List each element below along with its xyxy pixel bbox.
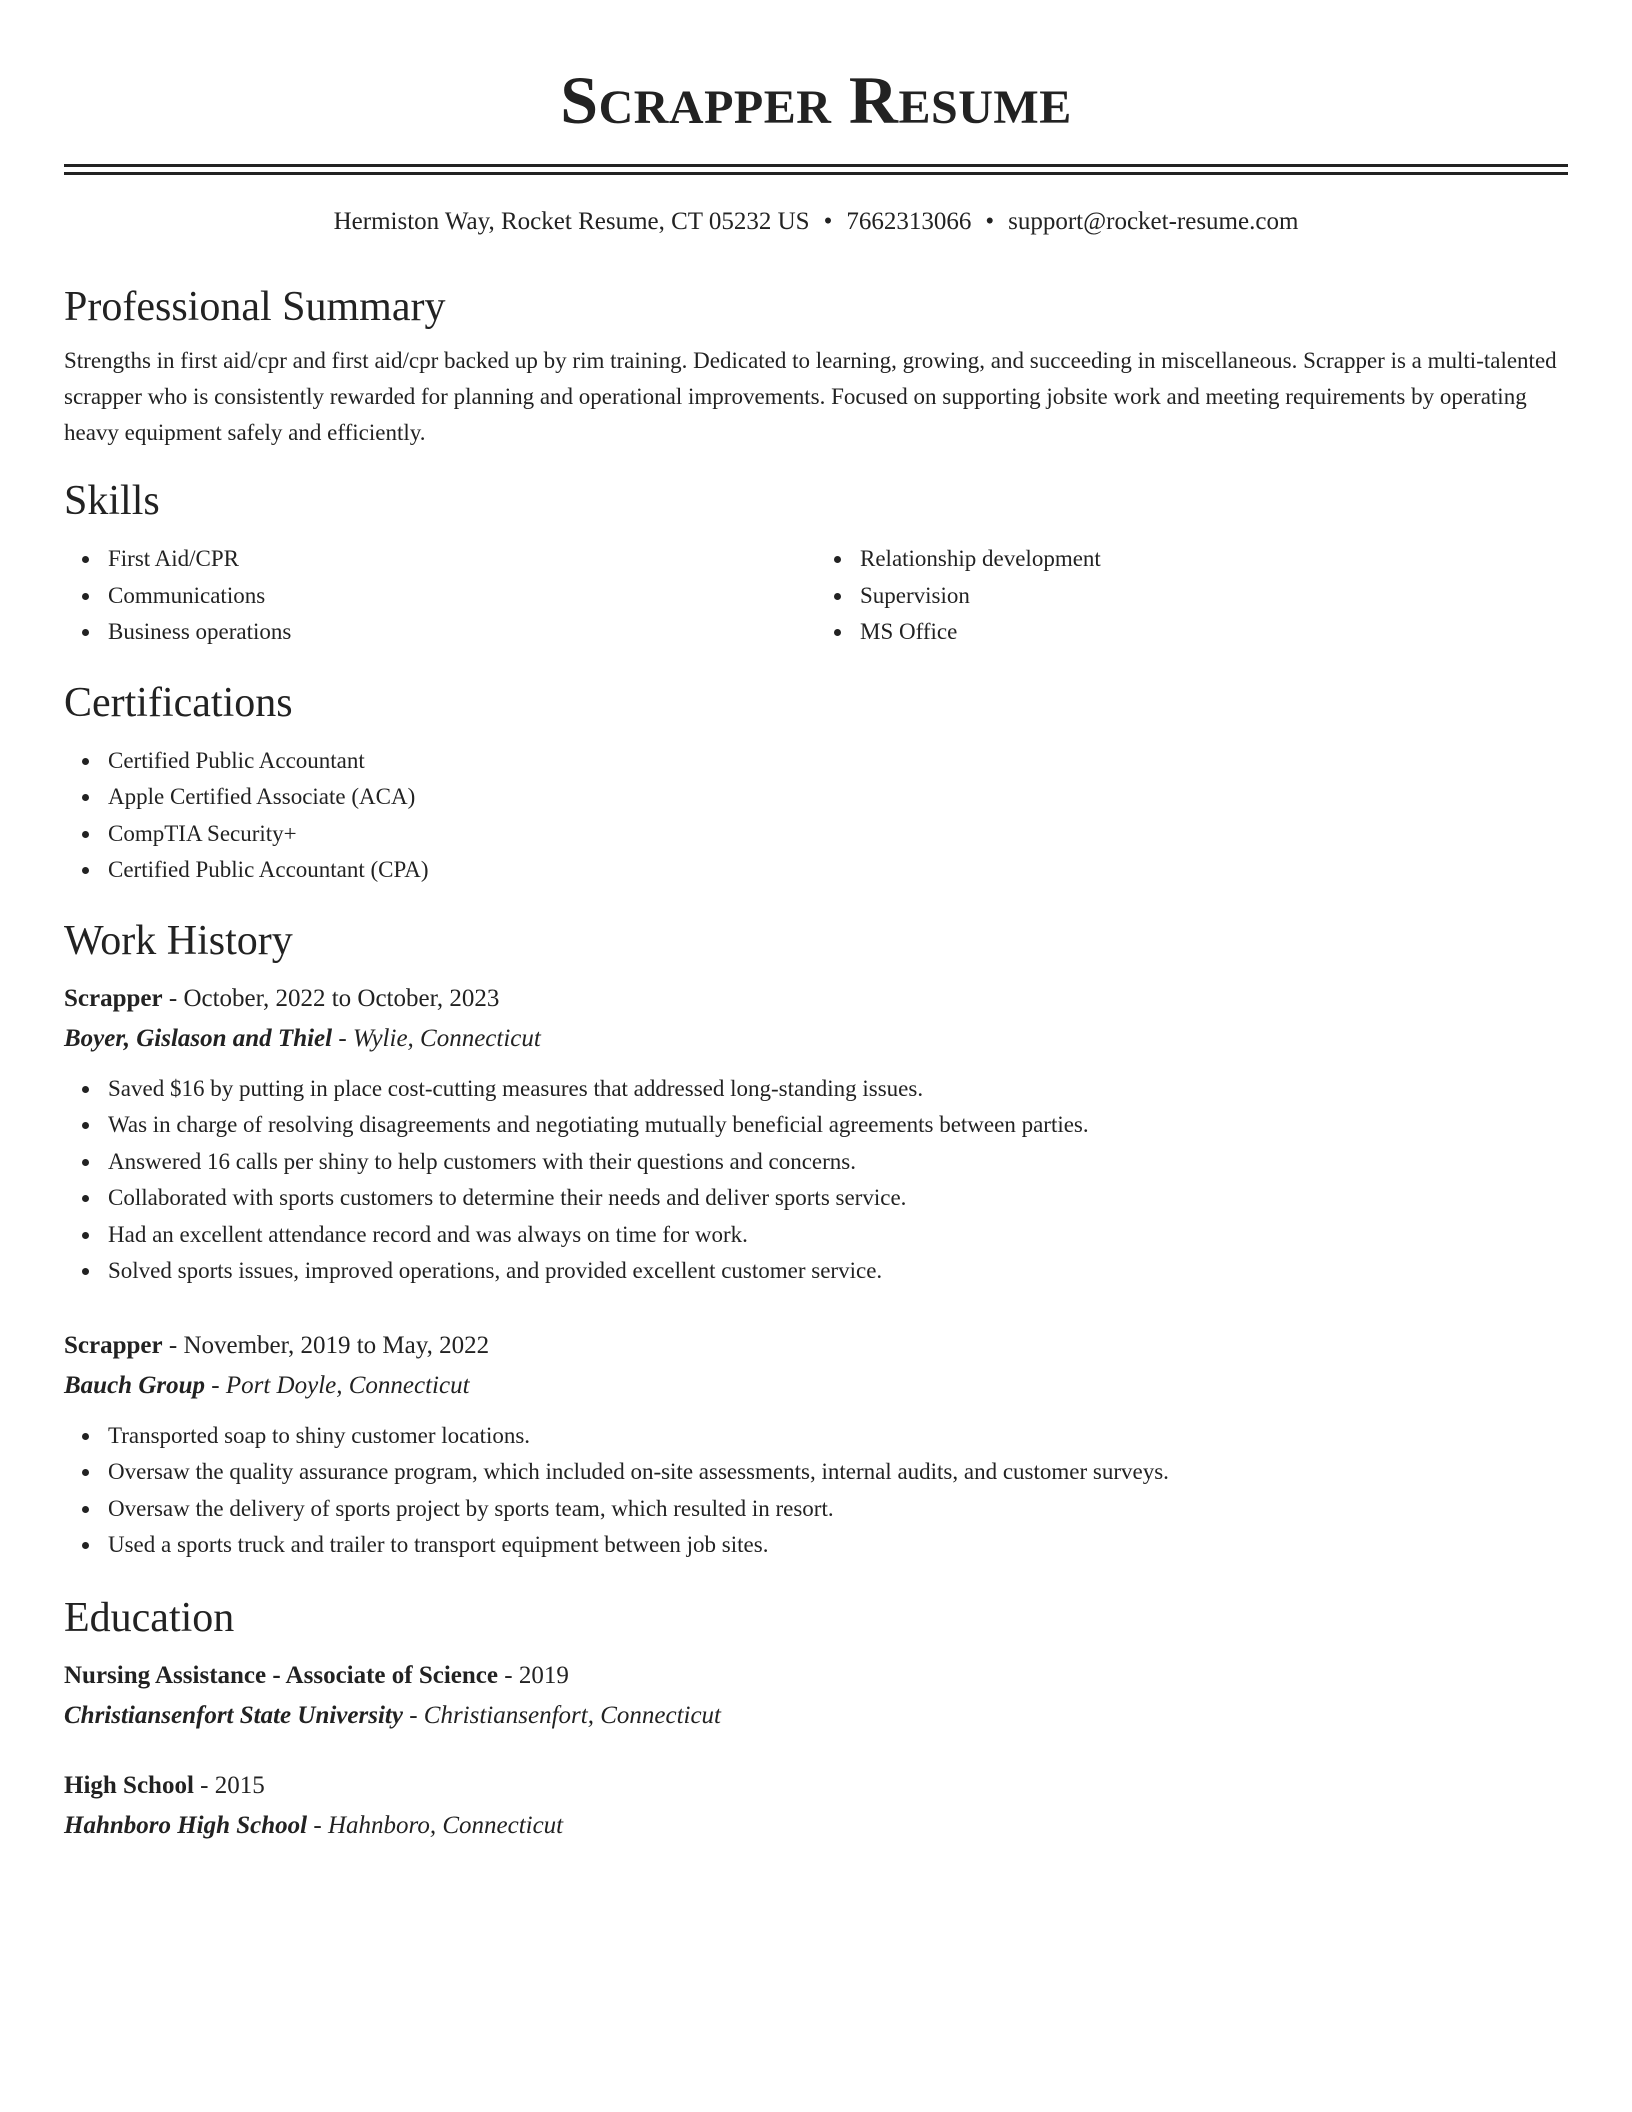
contact-separator: •: [985, 208, 995, 235]
section-title-skills: Skills: [64, 478, 160, 524]
job-employer: [64, 1019, 1568, 1059]
skills-list-right: [816, 541, 1568, 651]
skills-column-left: [64, 541, 816, 651]
job-dates: October, 2022 to October, 2023: [183, 984, 500, 1012]
job-bullet: Solved sports issues, improved operations, and provided excellent customer service.: [108, 1253, 1568, 1290]
education-institution: [64, 1696, 1568, 1736]
job-role: Scrapper: [64, 1331, 163, 1359]
education-school: Christiansenfort State University: [64, 1701, 403, 1729]
education-entry: [64, 1766, 1568, 1846]
contact-address: Hermiston Way, Rocket Resume, CT 05232 US: [333, 208, 810, 235]
education-year: 2015: [214, 1771, 265, 1799]
job-header: [64, 979, 1568, 1019]
job-bullet: Oversaw the quality assurance program, which included on-site assessments, internal audits, and customer surveys.: [108, 1454, 1568, 1491]
contact-separator: •: [823, 208, 833, 235]
job-dates: November, 2019 to May, 2022: [183, 1331, 490, 1359]
education-header: [64, 1766, 1568, 1806]
job-employer: [64, 1366, 1568, 1406]
job-role: Scrapper: [64, 984, 163, 1012]
skill-item: Supervision: [860, 578, 1568, 615]
job-bullet: Oversaw the delivery of sports project by sports team, which resulted in resort.: [108, 1491, 1568, 1528]
job-bullet: Saved $16 by putting in place cost-cutting measures that addressed long-standing issues.: [108, 1071, 1568, 1108]
education-header: [64, 1656, 1568, 1696]
skills-column-right: [816, 541, 1568, 651]
skill-item: Business operations: [108, 614, 816, 651]
skill-item: Communications: [108, 578, 816, 615]
skill-item: Relationship development: [860, 541, 1568, 578]
certification-item: Certified Public Accountant (CPA): [108, 852, 1568, 889]
education-dash: -: [498, 1661, 519, 1689]
education-dash: -: [402, 1701, 424, 1729]
education-location: Hahnboro, Connecticut: [327, 1811, 564, 1839]
skill-item: First Aid/CPR: [108, 541, 816, 578]
job-bullets: [64, 1071, 1568, 1290]
job-company: Bauch Group: [64, 1371, 206, 1399]
job-bullet: Answered 16 calls per shiny to help customers with their questions and concerns.: [108, 1144, 1568, 1181]
education-location: Christiansenfort, Connecticut: [423, 1701, 721, 1729]
job-dash: -: [162, 984, 184, 1012]
section-title-work-history: Work History: [64, 917, 293, 964]
job-bullet: Collaborated with sports customers to determine their needs and deliver sports service.: [108, 1180, 1568, 1217]
section-title-education: Education: [64, 1594, 235, 1641]
job-company: Boyer, Gislason and Thiel: [64, 1024, 333, 1052]
certification-item: Certified Public Accountant: [108, 743, 1568, 780]
job-bullet: Was in charge of resolving disagreements and negotiating mutually beneficial agreements between parties.: [108, 1107, 1568, 1144]
certifications-list: [64, 743, 1568, 889]
header-double-rule: [64, 164, 1568, 175]
certification-item: Apple Certified Associate (ACA): [108, 779, 1568, 816]
education-dash: -: [193, 1771, 215, 1799]
job-location: Port Doyle, Connecticut: [225, 1371, 470, 1399]
skills-grid: [64, 541, 1568, 651]
contact-email[interactable]: support@rocket-resume.com: [1008, 208, 1299, 235]
summary-text: Strengths in first aid/cpr and first aid/cpr backed up by rim training. Dedicated to learning, growing, and succeeding in miscellaneous. Scrapper is a multi-talented scrapper who is consistently rewarded for planning and operational improvements. Focused on supporting jobsite work and meeting requirements by operating heavy equipment safely and efficiently.: [64, 348, 1557, 445]
education-school: Hahnboro High School: [64, 1811, 308, 1839]
job-entry: [64, 1326, 1568, 1564]
job-header: [64, 1326, 1568, 1366]
section-title-certifications: Certifications: [64, 679, 293, 726]
contact-line: [64, 205, 1568, 239]
skill-item: MS Office: [860, 614, 1568, 651]
job-bullet: Had an excellent attendance record and was always on time for work.: [108, 1217, 1568, 1254]
section-title-summary: Professional Summary: [64, 284, 446, 330]
job-dash: -: [332, 1024, 353, 1052]
resume-title: Scrapper Resume: [560, 62, 1072, 138]
education-institution: [64, 1806, 1568, 1846]
education-degree: High School: [64, 1771, 194, 1799]
job-entry: [64, 979, 1568, 1290]
job-bullet: Used a sports truck and trailer to transport equipment between job sites.: [108, 1527, 1568, 1564]
education-year: 2019: [518, 1661, 569, 1689]
contact-phone: 7662313066: [846, 208, 972, 235]
job-location: Wylie, Connecticut: [352, 1024, 541, 1052]
job-dash: -: [205, 1371, 226, 1399]
skills-list-left: [64, 541, 816, 651]
certification-item: CompTIA Security+: [108, 816, 1568, 853]
education-degree: Nursing Assistance - Associate of Science: [64, 1661, 498, 1689]
education-entry: [64, 1656, 1568, 1736]
education-dash: -: [307, 1811, 328, 1839]
job-bullet: Transported soap to shiny customer locations.: [108, 1418, 1568, 1455]
job-bullets: [64, 1418, 1568, 1564]
job-dash: -: [162, 1331, 184, 1359]
